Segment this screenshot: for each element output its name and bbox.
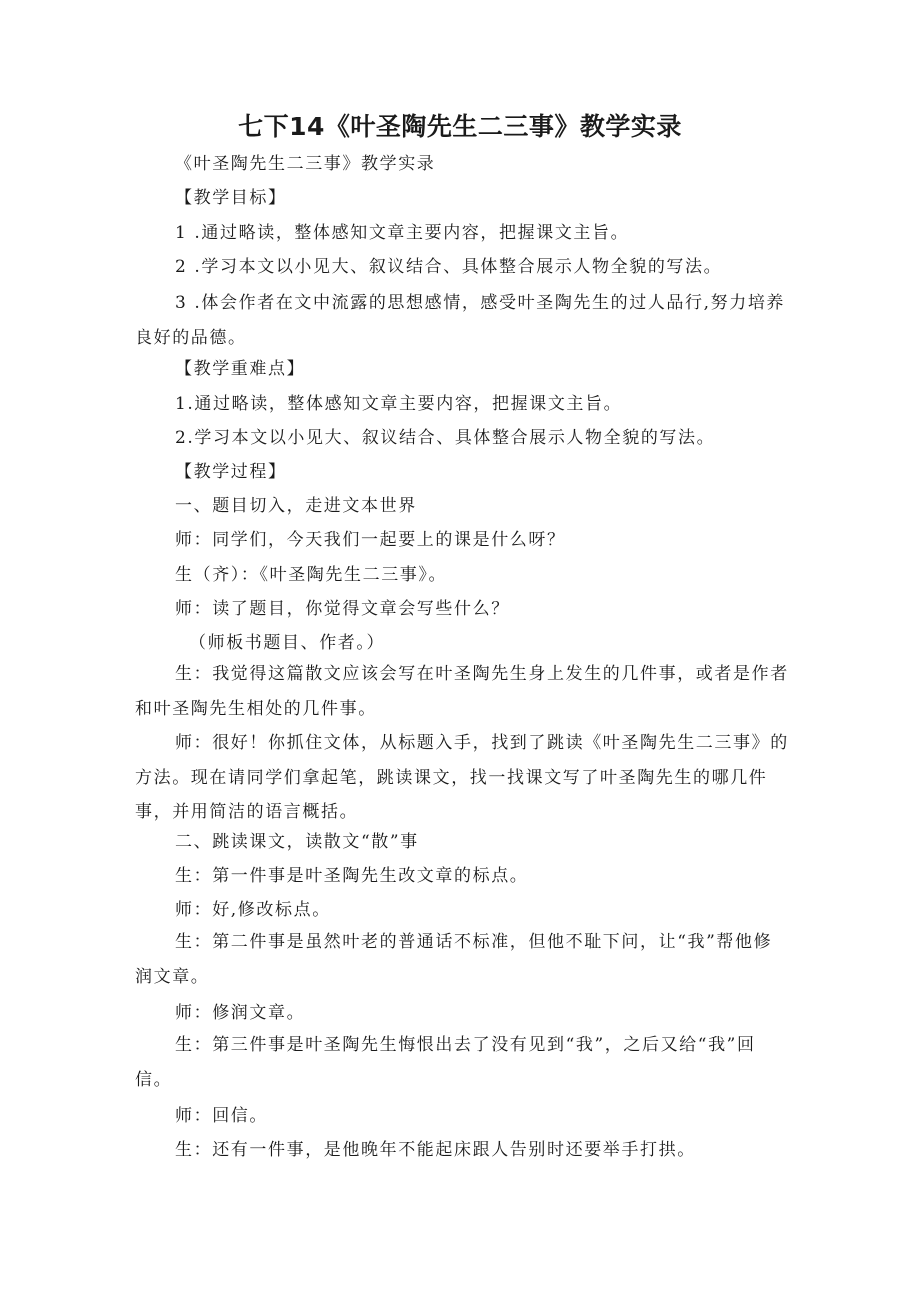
process-heading: 【教学过程】: [175, 462, 287, 482]
dialogue-line: 师：同学们，今天我们一起要上的课是什么呀？: [175, 530, 566, 550]
dialogue-line: 师：回信。: [175, 1106, 268, 1126]
goals-heading: 【教学目标】: [175, 188, 287, 208]
goal-item-3: 3 .体会作者在文中流露的思想感情，感受叶圣陶先生的过人品行,努力培养良好的品德。: [135, 293, 786, 348]
dialogue-paragraph: 生：我觉得这篇散文应该会写在叶圣陶先生身上发生的几件事，或者是作者和叶圣陶先生相处的几件事。: [135, 664, 789, 719]
dialogue-paragraph: 生：第二件事是虽然叶老的普通话不标准，但他不耻下问，让“我”帮他修润文章。: [135, 932, 773, 987]
goal-item-1: 1 .通过略读，整体感知文章主要内容，把握课文主旨。: [175, 223, 630, 243]
dialogue-line: 生：第一件事是叶圣陶先生改文章的标点。: [175, 866, 529, 886]
dialogue-paragraph: 师：很好！你抓住文体，从标题入手，找到了跳读《叶圣陶先生二三事》的方法。现在请同学们拿起笔，跳读课文，找一找课文写了叶圣陶先生的哪几件事，并用简洁的语言概括。: [135, 733, 789, 822]
document-title: 七下14《叶圣陶先生二三事》教学实录: [238, 112, 682, 141]
key-point-1: 1.通过略读，整体感知文章主要内容，把握课文主旨。: [175, 394, 623, 414]
dialogue-line: 师：修润文章。: [175, 1003, 306, 1023]
dialogue-line: 生（齐）：《叶圣陶先生二三事》。: [175, 565, 448, 585]
stage-direction: （师板书题目、作者。）: [189, 633, 386, 653]
dialogue-paragraph: 生：第三件事是叶圣陶先生悔恨出去了没有见到“我”，之后又给“我”回信。: [135, 1035, 756, 1090]
dialogue-line: 师：读了题目，你觉得文章会写些什么？: [175, 599, 510, 619]
dialogue-line: 生：还有一件事，是他晚年不能起床跟人告别时还要举手打拱。: [175, 1140, 696, 1160]
document-subtitle: 《叶圣陶先生二三事》教学实录: [175, 154, 436, 174]
key-point-2: 2.学习本文以小见大、叙议结合、具体整合展示人物全貌的写法。: [175, 428, 716, 448]
section-heading-2: 二、跳读课文，读散文“散”事: [175, 832, 419, 852]
section-heading-1: 一、题目切入，走进文本世界: [175, 496, 417, 516]
dialogue-line: 师：好,修改标点。: [175, 900, 331, 920]
goal-item-2: 2 .学习本文以小见大、叙议结合、具体整合展示人物全貌的写法。: [175, 257, 723, 277]
key-points-heading: 【教学重难点】: [175, 359, 306, 379]
